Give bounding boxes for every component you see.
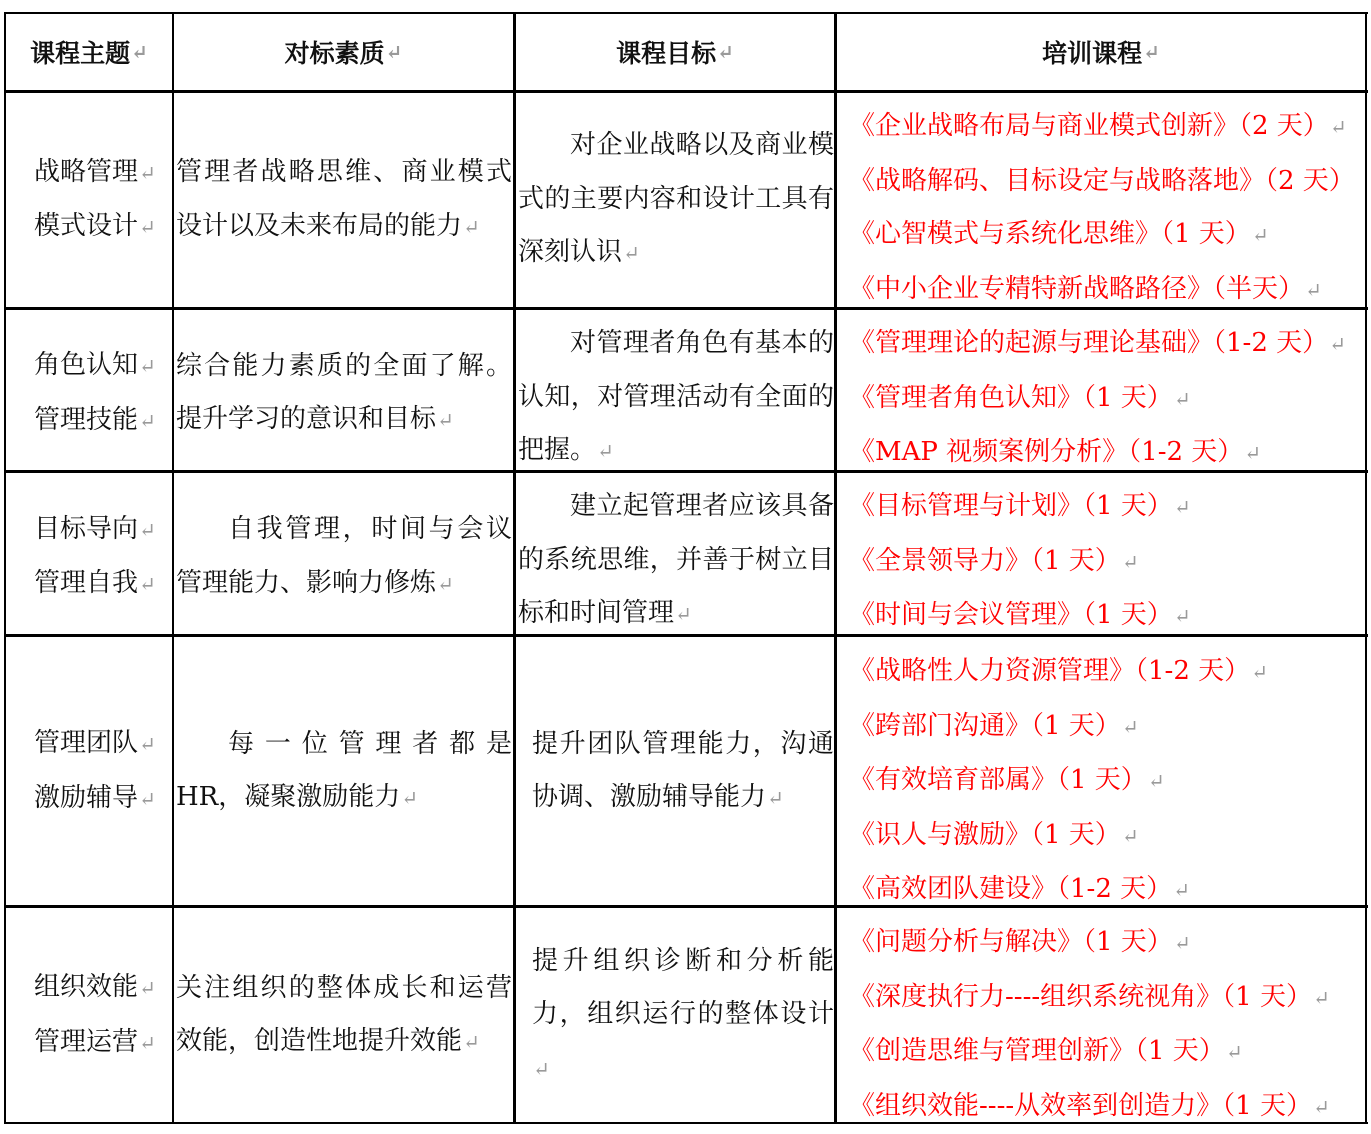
quality-cell (176, 93, 512, 307)
header-label: 课程主题 (30, 34, 130, 70)
quality-cell (176, 317, 512, 470)
quality-cell (176, 909, 512, 1122)
paragraph-mark: ↵ (386, 40, 403, 64)
courses-cell (849, 100, 1363, 317)
goal-text: 提升组织诊断和分析能力，组织运行的整体设计↵ (532, 935, 834, 1097)
theme-line: 战略管理↵ (34, 146, 172, 201)
theme-line: 激励辅导↵ (34, 772, 172, 827)
theme-line: 管理团队↵ (34, 717, 172, 772)
theme-cell (34, 480, 172, 634)
goal-text: 对企业战略以及商业模式的主要内容和设计工具有深刻认识↵ (518, 119, 834, 281)
theme-line: 角色认知↵ (34, 339, 172, 394)
theme-line: 目标导向↵ (34, 503, 172, 558)
goal-text: 对管理者角色有基本的认知，对管理活动有全面的把握。↵ (518, 317, 834, 479)
course-item: 《战略解码、目标设定与战略落地》（2 天） (849, 155, 1363, 209)
quality-text: 每一位管理者都是 HR，凝聚激励能力↵ (176, 718, 512, 826)
course-item: 《MAP 视频案例分析》（1-2 天）↵ (849, 426, 1363, 481)
theme-cell (34, 93, 172, 307)
course-item: 《战略性人力资源管理》（1-2 天）↵ (849, 645, 1363, 700)
course-item: 《识人与激励》（1 天）↵ (849, 809, 1363, 864)
header-cell (174, 14, 513, 90)
course-item: 《管理理论的起源与理论基础》（1-2 天）↵ (849, 317, 1363, 372)
column-divider (834, 12, 837, 1124)
theme-line: 模式设计↵ (34, 200, 172, 255)
theme-cell (34, 317, 172, 470)
theme-line: 管理技能↵ (34, 394, 172, 449)
header-cell (516, 14, 834, 90)
course-item: 《管理者角色认知》（1 天）↵ (849, 372, 1363, 427)
quality-text: 自我管理，时间与会议管理能力、影响力修炼↵ (176, 503, 512, 611)
quality-text: 管理者战略思维、商业模式设计以及未来布局的能力↵ (176, 146, 512, 254)
header-label: 对标素质 (285, 34, 385, 70)
theme-line: 管理自我↵ (34, 557, 172, 612)
column-divider (172, 12, 174, 1124)
column-divider (513, 12, 516, 1124)
goal-text: 提升团队管理能力，沟通协调、激励辅导能力↵ (532, 718, 834, 826)
table-border-right (1365, 12, 1367, 1124)
courses-cell (849, 916, 1363, 1134)
goal-cell (518, 93, 834, 307)
course-item: 《组织效能----从效率到创造力》（1 天）↵ (849, 1080, 1363, 1134)
course-item: 《高效团队建设》（1-2 天）↵ (849, 863, 1363, 918)
course-item: 《有效培育部属》（1 天）↵ (849, 754, 1363, 809)
quality-cell (176, 480, 512, 634)
course-item: 《跨部门沟通》（1 天）↵ (849, 700, 1363, 755)
paragraph-mark: ↵ (717, 40, 734, 64)
table-border-left (4, 12, 6, 1124)
course-item: 《问题分析与解决》（1 天）↵ (849, 916, 1363, 971)
goal-cell (518, 909, 834, 1122)
course-item: 《深度执行力----组织系统视角》（1 天）↵ (849, 971, 1363, 1026)
goal-text: 建立起管理者应该具备的系统思维，并善于树立目标和时间管理↵ (518, 480, 834, 642)
quality-cell (176, 638, 512, 905)
theme-line: 组织效能↵ (34, 961, 172, 1016)
quality-text: 关注组织的整体成长和运营效能，创造性地提升效能↵ (176, 962, 512, 1070)
header-label: 培训课程 (1042, 34, 1142, 70)
header-cell (837, 14, 1365, 90)
goal-cell (518, 317, 834, 470)
course-item: 《目标管理与计划》（1 天）↵ (849, 480, 1363, 535)
goal-cell (518, 638, 834, 905)
header-cell (6, 14, 172, 90)
course-item: 《心智模式与系统化思维》（1 天）↵ (849, 208, 1363, 263)
paragraph-mark: ↵ (1143, 40, 1160, 64)
header-label: 课程目标 (616, 34, 716, 70)
theme-line: 管理运营↵ (34, 1016, 172, 1071)
courses-cell (849, 480, 1363, 644)
theme-cell (34, 638, 172, 905)
course-item: 《企业战略布局与商业模式创新》（2 天）↵ (849, 100, 1363, 155)
course-item: 《时间与会议管理》（1 天）↵ (849, 589, 1363, 644)
theme-cell (34, 909, 172, 1122)
goal-cell (518, 480, 834, 634)
course-item: 《中小企业专精特新战略路径》（半天）↵ (849, 263, 1363, 318)
courses-cell (849, 645, 1363, 918)
quality-text: 综合能力素质的全面了解。提升学习的意识和目标↵ (176, 340, 512, 448)
paragraph-mark: ↵ (131, 40, 148, 64)
courses-cell (849, 317, 1363, 481)
course-item: 《创造思维与管理创新》（1 天）↵ (849, 1025, 1363, 1080)
course-item: 《全景领导力》（1 天）↵ (849, 535, 1363, 590)
